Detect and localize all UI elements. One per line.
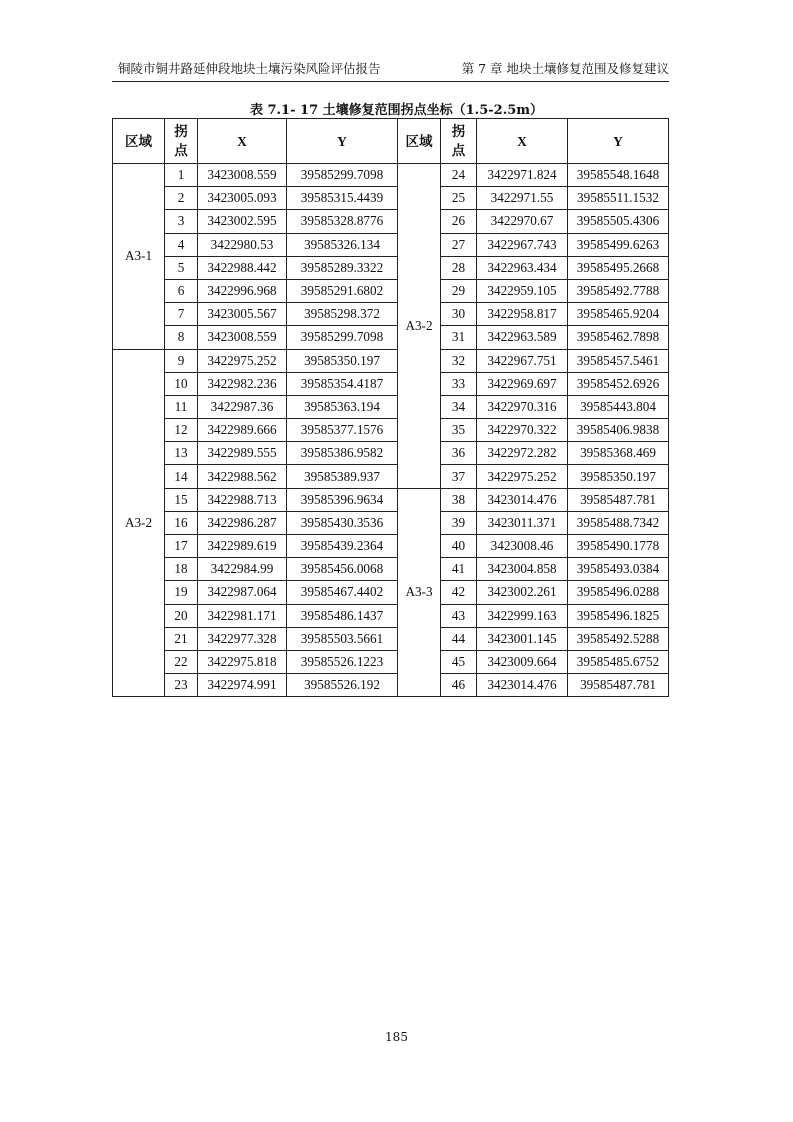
point-number: 23 [165,674,198,697]
header-region-right: 区域 [398,119,441,164]
y-coordinate: 39585354.4187 [287,372,398,395]
region-cell: A3-2 [113,349,165,697]
table-row [113,164,669,187]
y-coordinate: 39585487.781 [568,674,669,697]
x-coordinate: 3422975.252 [198,349,287,372]
y-coordinate: 39585465.9204 [568,303,669,326]
table-row [113,604,669,627]
header-point-line1-right: 拐 [451,124,466,139]
x-coordinate: 3422988.562 [198,465,287,488]
y-coordinate: 39585299.7098 [287,164,398,187]
x-coordinate: 3422975.818 [198,650,287,673]
y-coordinate: 39585467.4402 [287,581,398,604]
x-coordinate: 3422977.328 [198,627,287,650]
table-row [113,627,669,650]
header-point-line2: 点 [174,143,188,158]
point-number: 16 [165,511,198,534]
table-row [113,419,669,442]
x-coordinate: 3422986.287 [198,511,287,534]
y-coordinate: 39585548.1648 [568,164,669,187]
point-number: 21 [165,627,198,650]
x-coordinate: 3423005.567 [198,303,287,326]
x-coordinate: 3422999.163 [477,604,568,627]
point-number: 20 [165,604,198,627]
point-number: 7 [165,303,198,326]
report-title: 铜陵市铜井路延伸段地块土壤污染风险评估报告 [118,61,381,76]
x-coordinate: 3422981.171 [198,604,287,627]
table-row [113,395,669,418]
x-coordinate: 3422989.555 [198,442,287,465]
x-coordinate: 3422996.968 [198,279,287,302]
point-number: 35 [441,419,477,442]
x-coordinate: 3423002.261 [477,581,568,604]
point-number: 45 [441,650,477,673]
point-number: 32 [441,349,477,372]
y-coordinate: 39585315.4439 [287,187,398,210]
x-coordinate: 3422963.434 [477,256,568,279]
y-coordinate: 39585289.3322 [287,256,398,279]
point-number: 28 [441,256,477,279]
coordinates-table [112,118,669,697]
point-number: 34 [441,395,477,418]
x-coordinate: 3422975.252 [477,465,568,488]
point-number: 41 [441,558,477,581]
y-coordinate: 39585511.1532 [568,187,669,210]
header-region: 区域 [113,119,165,164]
y-coordinate: 39585406.9838 [568,419,669,442]
table-row [113,558,669,581]
table-row [113,372,669,395]
y-coordinate: 39585492.7788 [568,279,669,302]
x-coordinate: 3422988.713 [198,488,287,511]
point-number: 46 [441,674,477,697]
header-point-line1: 拐 [174,124,188,139]
x-coordinate: 3422971.824 [477,164,568,187]
point-number: 25 [441,187,477,210]
point-number: 31 [441,326,477,349]
point-number: 13 [165,442,198,465]
y-coordinate: 39585493.0384 [568,558,669,581]
x-coordinate: 3423001.145 [477,627,568,650]
x-coordinate: 3423014.476 [477,674,568,697]
table-row [113,535,669,558]
y-coordinate: 39585526.192 [287,674,398,697]
point-number: 26 [441,210,477,233]
y-coordinate: 39585503.5661 [287,627,398,650]
x-coordinate: 3423008.46 [477,535,568,558]
x-coordinate: 3422982.236 [198,372,287,395]
y-coordinate: 39585457.5461 [568,349,669,372]
table-row [113,465,669,488]
y-coordinate: 39585386.9582 [287,442,398,465]
table-row [113,210,669,233]
point-number: 2 [165,187,198,210]
table-row [113,581,669,604]
y-coordinate: 39585490.1778 [568,535,669,558]
x-coordinate: 3422958.817 [477,303,568,326]
header-point-line2-right: 点 [451,143,466,158]
point-number: 4 [165,233,198,256]
y-coordinate: 39585492.5288 [568,627,669,650]
point-number: 18 [165,558,198,581]
x-coordinate: 3423009.664 [477,650,568,673]
x-coordinate: 3423011.371 [477,511,568,534]
point-number: 30 [441,303,477,326]
region-cell: A3-2 [398,164,441,489]
y-coordinate: 39585452.6926 [568,372,669,395]
point-number: 44 [441,627,477,650]
point-number: 15 [165,488,198,511]
x-coordinate: 3422984.99 [198,558,287,581]
x-coordinate: 3422970.316 [477,395,568,418]
header-y: Y [287,119,398,164]
point-number: 10 [165,372,198,395]
y-coordinate: 39585298.372 [287,303,398,326]
point-number: 12 [165,419,198,442]
x-coordinate: 3422970.322 [477,419,568,442]
y-coordinate: 39585488.7342 [568,511,669,534]
point-number: 9 [165,349,198,372]
x-coordinate: 3422988.442 [198,256,287,279]
table-row [113,233,669,256]
table-row [113,650,669,673]
point-number: 8 [165,326,198,349]
table-row [113,303,669,326]
table-row [113,488,669,511]
x-coordinate: 3422987.36 [198,395,287,418]
y-coordinate: 39585487.781 [568,488,669,511]
chapter-title: 第 7 章 地块土壤修复范围及修复建议 [461,61,669,76]
y-coordinate: 39585505.4306 [568,210,669,233]
x-coordinate: 3422963.589 [477,326,568,349]
table-row [113,674,669,697]
y-coordinate: 39585328.8776 [287,210,398,233]
y-coordinate: 39585389.937 [287,465,398,488]
point-number: 36 [441,442,477,465]
x-coordinate: 3422971.55 [477,187,568,210]
table-row [113,442,669,465]
point-number: 33 [441,372,477,395]
y-coordinate: 39585495.2668 [568,256,669,279]
y-coordinate: 39585496.1825 [568,604,669,627]
x-coordinate: 3422980.53 [198,233,287,256]
y-coordinate: 39585526.1223 [287,650,398,673]
x-coordinate: 3423005.093 [198,187,287,210]
y-coordinate: 39585377.1576 [287,419,398,442]
x-coordinate: 3422972.282 [477,442,568,465]
table-row [113,511,669,534]
region-cell: A3-1 [113,164,165,350]
x-coordinate: 3422989.666 [198,419,287,442]
table-row [113,279,669,302]
point-number: 43 [441,604,477,627]
point-number: 3 [165,210,198,233]
y-coordinate: 39585299.7098 [287,326,398,349]
header-x: X [198,119,287,164]
y-coordinate: 39585443.804 [568,395,669,418]
point-number: 29 [441,279,477,302]
point-number: 39 [441,511,477,534]
table-body [113,164,669,697]
y-coordinate: 39585496.0288 [568,581,669,604]
header-point-right [441,119,477,164]
page-number: 185 [385,1030,408,1044]
y-coordinate: 39585499.6263 [568,233,669,256]
x-coordinate: 3423004.858 [477,558,568,581]
point-number: 1 [165,164,198,187]
x-coordinate: 3423008.559 [198,164,287,187]
x-coordinate: 3422989.619 [198,535,287,558]
point-number: 40 [441,535,477,558]
point-number: 14 [165,465,198,488]
header-point [165,119,198,164]
y-coordinate: 39585486.1437 [287,604,398,627]
point-number: 22 [165,650,198,673]
y-coordinate: 39585350.197 [287,349,398,372]
point-number: 11 [165,395,198,418]
y-coordinate: 39585439.2364 [287,535,398,558]
x-coordinate: 3422970.67 [477,210,568,233]
region-cell: A3-3 [398,488,441,697]
y-coordinate: 39585456.0068 [287,558,398,581]
table-row [113,187,669,210]
x-coordinate: 3422967.751 [477,349,568,372]
y-coordinate: 39585350.197 [568,465,669,488]
y-coordinate: 39585462.7898 [568,326,669,349]
table-row [113,326,669,349]
y-coordinate: 39585485.6752 [568,650,669,673]
x-coordinate: 3423008.559 [198,326,287,349]
x-coordinate: 3423014.476 [477,488,568,511]
point-number: 27 [441,233,477,256]
x-coordinate: 3422969.697 [477,372,568,395]
header-x-right: X [477,119,568,164]
y-coordinate: 39585396.9634 [287,488,398,511]
header-y-right: Y [568,119,669,164]
x-coordinate: 3422967.743 [477,233,568,256]
y-coordinate: 39585363.194 [287,395,398,418]
y-coordinate: 39585368.469 [568,442,669,465]
point-number: 17 [165,535,198,558]
point-number: 19 [165,581,198,604]
y-coordinate: 39585326.134 [287,233,398,256]
point-number: 24 [441,164,477,187]
x-coordinate: 3422974.991 [198,674,287,697]
y-coordinate: 39585291.6802 [287,279,398,302]
y-coordinate: 39585430.3536 [287,511,398,534]
x-coordinate: 3422987.064 [198,581,287,604]
table-header-row [113,119,669,164]
table-row [113,256,669,279]
point-number: 37 [441,465,477,488]
point-number: 5 [165,256,198,279]
table-caption: 表 7.1- 17 土壤修复范围拐点坐标（1.5-2.5m） [249,103,544,118]
point-number: 38 [441,488,477,511]
x-coordinate: 3422959.105 [477,279,568,302]
page-header [112,53,669,82]
point-number: 6 [165,279,198,302]
table-row [113,349,669,372]
x-coordinate: 3423002.595 [198,210,287,233]
point-number: 42 [441,581,477,604]
